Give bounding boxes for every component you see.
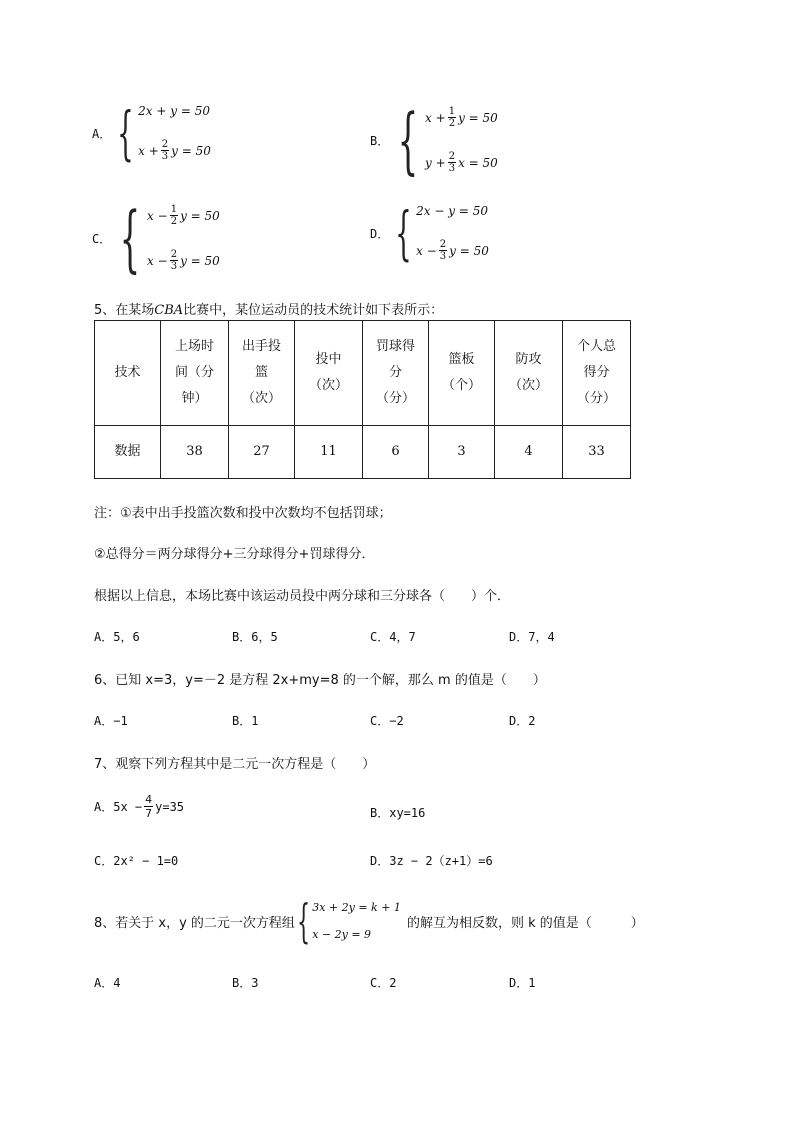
table-header-cell: 上场时 间（分 钟） <box>161 321 229 426</box>
q7-option-b[interactable]: B．xy=16 <box>370 806 426 820</box>
equation-1: 2x − y = 50 <box>416 204 488 218</box>
q7-option-d[interactable]: D．3z − 2（z+1）=6 <box>370 854 493 868</box>
q8-option-d[interactable]: D．1 <box>509 976 536 990</box>
q8-option-c[interactable]: C．2 <box>370 976 397 990</box>
q6-option-d[interactable]: D．2 <box>509 714 536 728</box>
table-header-row <box>95 321 631 426</box>
table-cell: 33 <box>563 426 631 479</box>
equation-1: 3x + 2y = k + 1 <box>312 901 401 914</box>
equation-1: x − $\frac{1}{2}$ y = 50 <box>147 204 220 227</box>
equation-2: x − $\frac{2}{3}$ y = 50 <box>416 239 489 262</box>
q5-stem: 5、在某场CBA比赛中，某位运动员的技术统计如下表所示： <box>94 303 444 318</box>
q6-option-a[interactable]: A．−1 <box>94 714 128 728</box>
q5-option-d[interactable]: D．7，4 <box>509 630 555 644</box>
table-row <box>95 426 631 479</box>
table-header-cell: 投中 （次） <box>295 321 363 426</box>
q4-option-a[interactable] <box>92 99 211 167</box>
table-cell: 38 <box>161 426 229 479</box>
table-cell: 3 <box>429 426 495 479</box>
option-label: C． <box>92 231 112 246</box>
option-label: A． <box>92 126 112 141</box>
option-label: D． <box>370 226 390 241</box>
table-header-cell: 个人总 得分 （分） <box>563 321 631 426</box>
q8-option-b[interactable]: B．3 <box>232 976 259 990</box>
equation-2: y + $\frac{2}{3}$ x = 50 <box>425 151 498 174</box>
table-header-cell: 罚球得 分 （分） <box>363 321 429 426</box>
q5-note-1: 注：①表中出手投篮次数和投中次数均不包括罚球； <box>94 506 392 521</box>
table-cell: 27 <box>229 426 295 479</box>
equation-2: x − 2y = 9 <box>312 928 372 941</box>
q5-option-c[interactable]: C．4，7 <box>370 630 416 644</box>
brace-icon: { <box>119 196 141 280</box>
q7-option-a[interactable]: A．5x − $\frac{4}{7}$ y=35 <box>94 793 185 820</box>
table-cell: 4 <box>495 426 563 479</box>
option-label: B． <box>370 133 390 148</box>
stats-table <box>94 320 631 479</box>
q4-option-d[interactable] <box>370 199 489 267</box>
brace-icon: { <box>117 99 134 167</box>
q7-stem: 7、观察下列方程其中是二元一次方程是（ ） <box>94 757 376 772</box>
q7-option-c[interactable]: C．2x² − 1=0 <box>94 854 179 868</box>
brace-icon: { <box>395 199 412 267</box>
brace-icon: { <box>397 98 419 182</box>
table-header-cell: 篮板 （个） <box>429 321 495 426</box>
table-cell: 11 <box>295 426 363 479</box>
q6-option-b[interactable]: B．1 <box>232 714 259 728</box>
q8-option-a[interactable]: A．4 <box>94 976 121 990</box>
q5-question: 根据以上信息，本场比赛中该运动员投中两分球和三分球各（ ）个． <box>94 589 511 604</box>
table-header-cell: 防攻 （次） <box>495 321 563 426</box>
equation-1: 2x + y = 50 <box>138 104 210 118</box>
table-header-cell: 技术 <box>95 321 161 426</box>
q8-stem: 8、若关于 x，y 的二元一次方程组 { 3x + 2y = k + 1 x − 2y = 9 的解互为相反数，则 k 的值是（ ） <box>94 894 644 948</box>
table-row-label: 数据 <box>95 426 161 479</box>
q5-option-b[interactable]: B．6，5 <box>232 630 278 644</box>
brace-icon: { <box>296 894 311 948</box>
q6-stem: 6、已知 x=3，y=－2 是方程 2x+my=8 的一个解，那么 m 的值是（ ） <box>94 673 546 688</box>
q5-option-a[interactable]: A．5，6 <box>94 630 140 644</box>
q4-option-c[interactable] <box>92 196 220 280</box>
equation-2: x + $\frac{2}{3}$ y = 50 <box>138 139 211 162</box>
equation-1: x + $\frac{1}{2}$ y = 50 <box>425 106 498 129</box>
table-header-cell: 出手投 篮 （次） <box>229 321 295 426</box>
q6-option-c[interactable]: C．−2 <box>370 714 404 728</box>
q5-note-2: ②总得分＝两分球得分+三分球得分+罚球得分． <box>94 547 375 562</box>
equation-2: x − $\frac{2}{3}$ y = 50 <box>147 249 220 272</box>
q4-option-b[interactable] <box>370 98 498 182</box>
table-cell: 6 <box>363 426 429 479</box>
